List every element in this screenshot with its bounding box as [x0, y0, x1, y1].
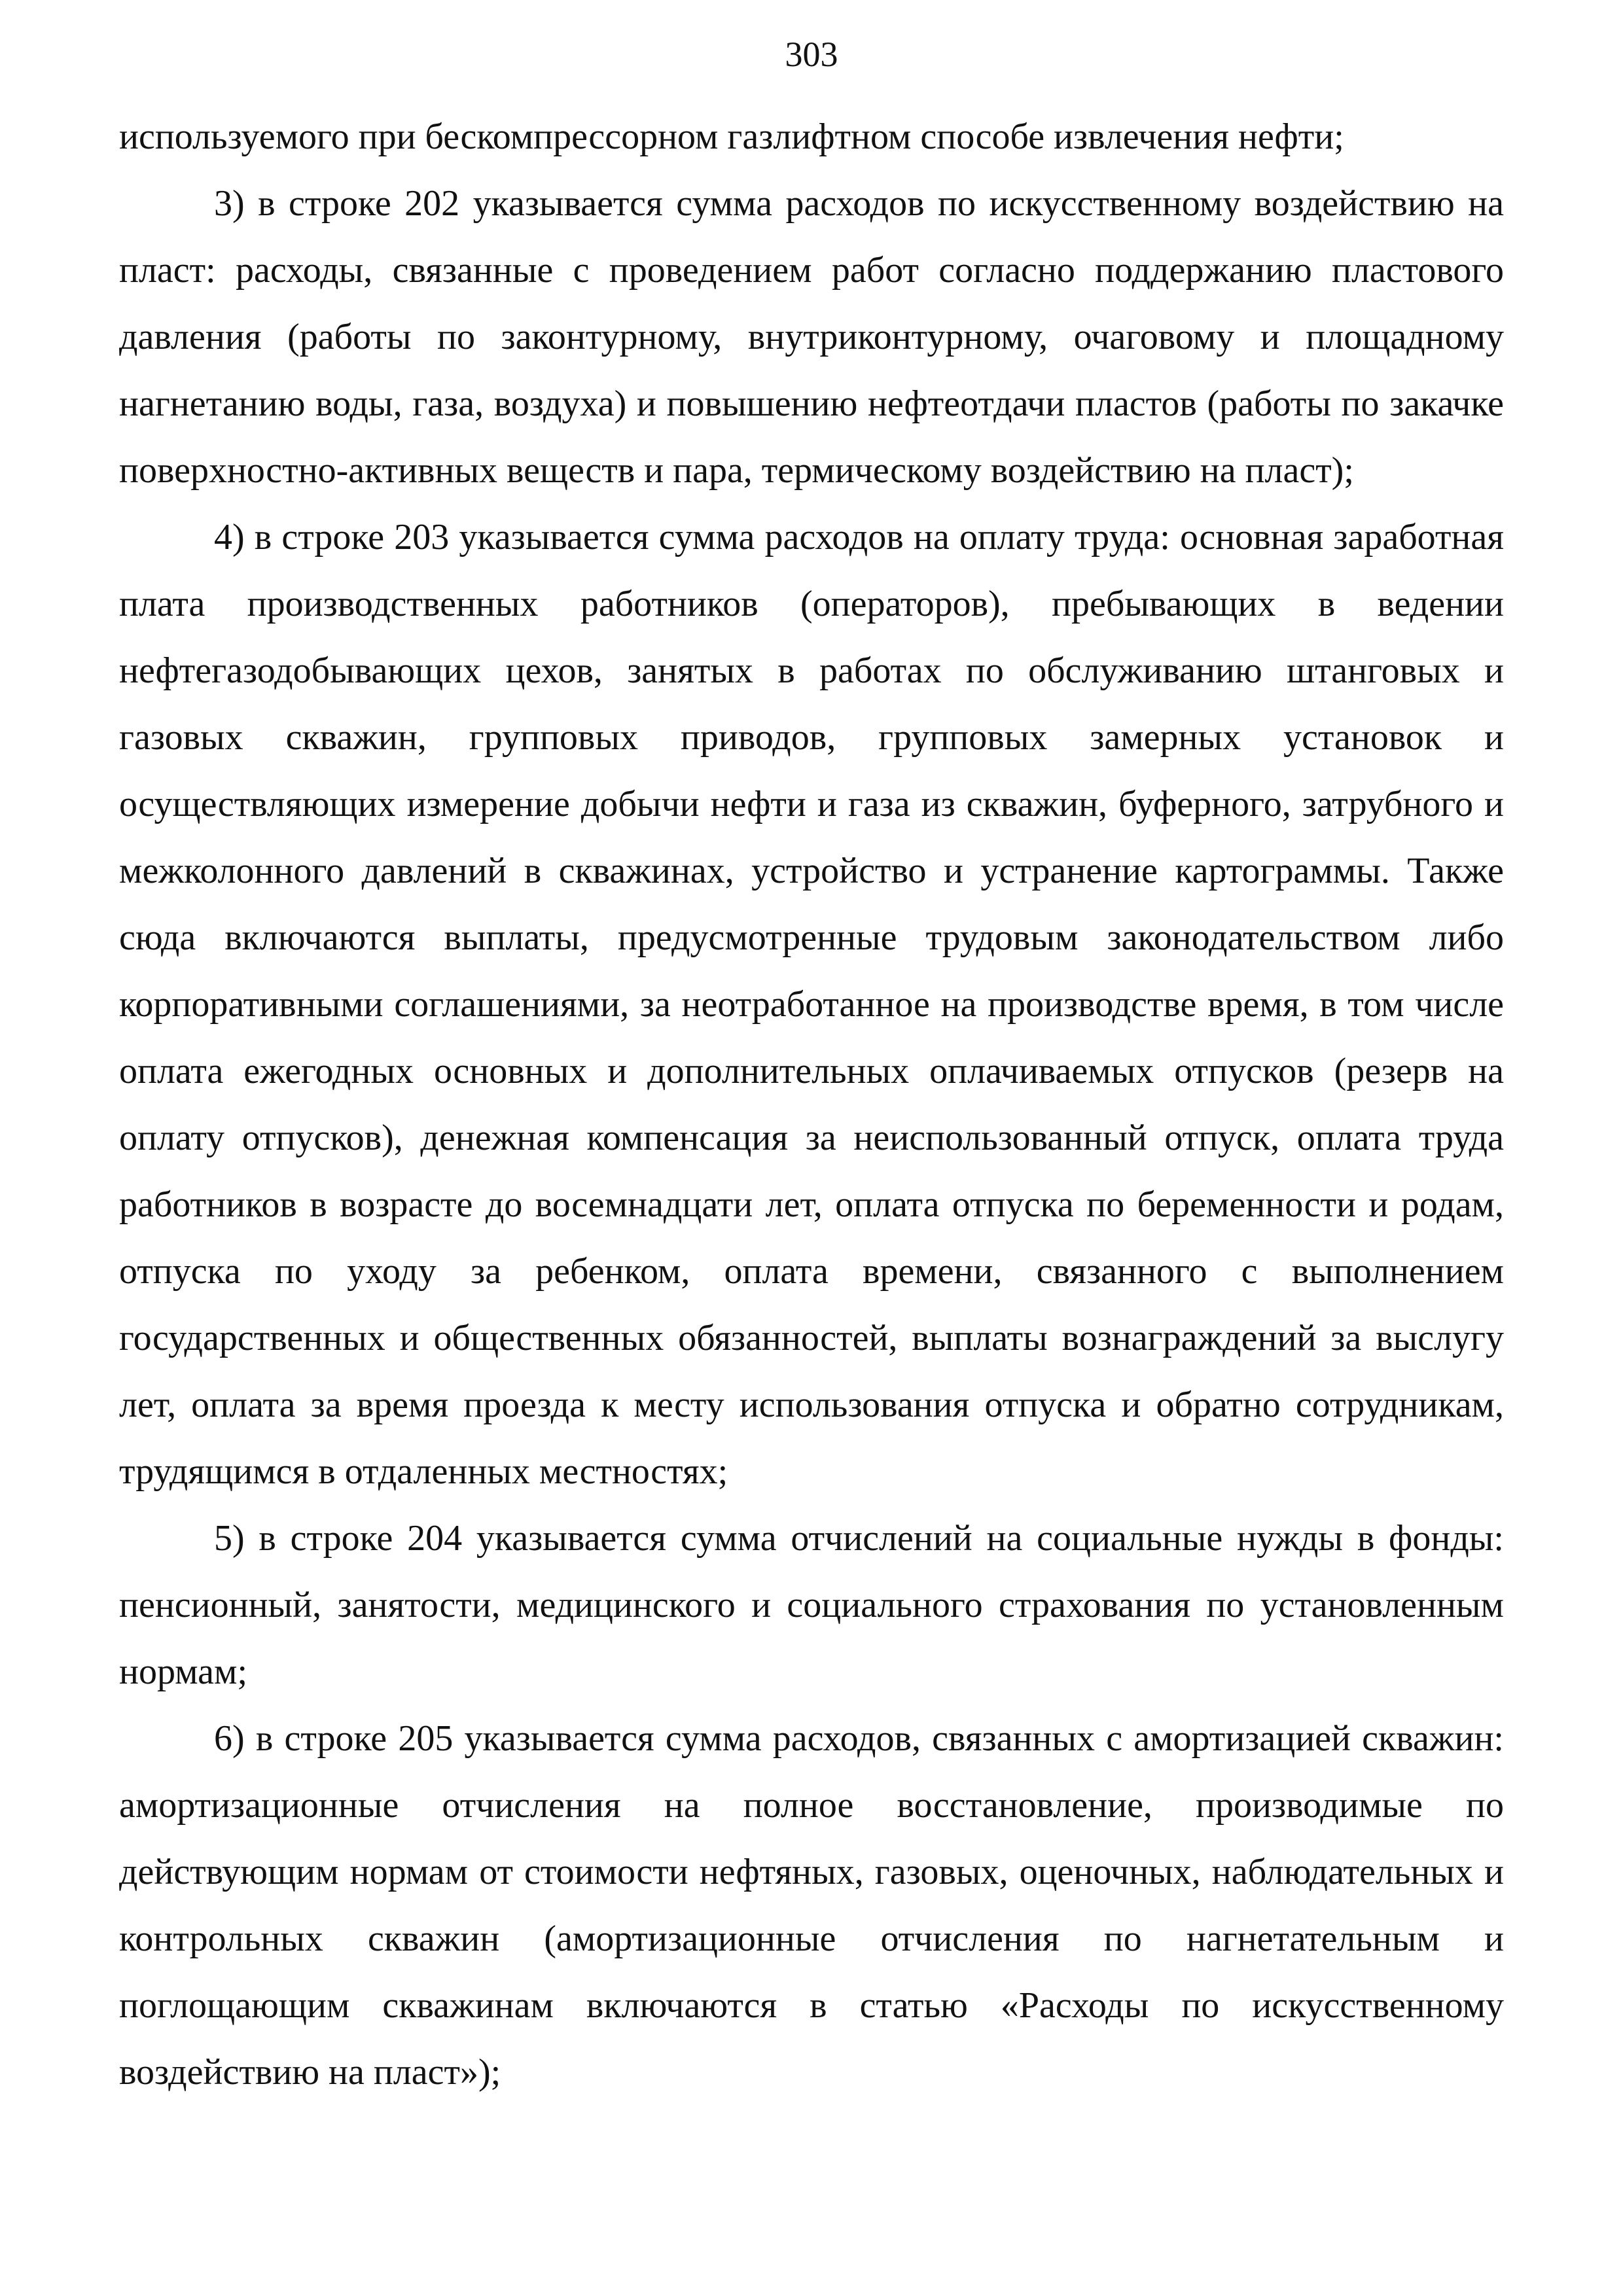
- page-number: 303: [785, 35, 838, 74]
- document-body: [119, 103, 1504, 2106]
- paragraph-item-4: 4) в строке 203 указывается сумма расходов на оплату труда: основная заработная плата производственных работников (операторов), пребывающих в ведении нефтегазодобывающих цехов, занятых в работах по обслуживанию штанговых и газовых скважин, групповых приводов, групповых замерных установок и осуществляющих измерение добычи нефти и газа из скважин, буферного, затрубного и межколонного давлений в скважинах, устройство и устранение картограммы. Также сюда включаются выплаты, предусмотренные трудовым законодательством либо корпоративными соглашениями, за неотработанное на производстве время, в том числе оплата ежегодных основных и дополнительных оплачиваемых отпусков (резерв на оплату отпусков), денежная компенсация за неиспользованный отпуск, оплата труда работников в возрасте до восемнадцати лет, оплата отпуска по беременности и родам, отпуска по уходу за ребенком, оплата времени, связанного с выполнением государственных и общественных обязанностей, выплаты вознаграждений за выслугу лет, оплата за время проезда к месту использования отпуска и обратно сотрудникам, трудящимся в отдаленных местностях;: [119, 517, 1504, 1492]
- paragraph-item-3: 3) в строке 202 указывается сумма расходов по искусственному воздействию на пласт: расходы, связанные с проведением работ согласно поддержанию пластового давления (работы по законтурному, внутриконтурному, очаговому и площадному нагнетанию воды, газа, воздуха) и повышению нефтеотдачи пластов (работы по закачке поверхностно-активных веществ и пара, термическому воздействию на пласт);: [119, 183, 1504, 491]
- paragraph-item-6: 6) в строке 205 указывается сумма расходов, связанных с амортизацией скважин: амортизационные отчисления на полное восстановление, производимые по действующим нормам от стоимости нефтяных, газовых, оценочных, наблюдательных и контрольных скважин (амортизационные отчисления по нагнетательным и поглощающим скважинам включаются в статью «Расходы по искусственному воздействию на пласт»);: [119, 1718, 1504, 2093]
- paragraph-item-5: 5) в строке 204 указывается сумма отчислений на социальные нужды в фонды: пенсионный, занятости, медицинского и социального страхования по установленным нормам;: [119, 1518, 1504, 1692]
- paragraph-continuation: используемого при бескомпрессорном газлифтном способе извлечения нефти;: [119, 116, 1344, 157]
